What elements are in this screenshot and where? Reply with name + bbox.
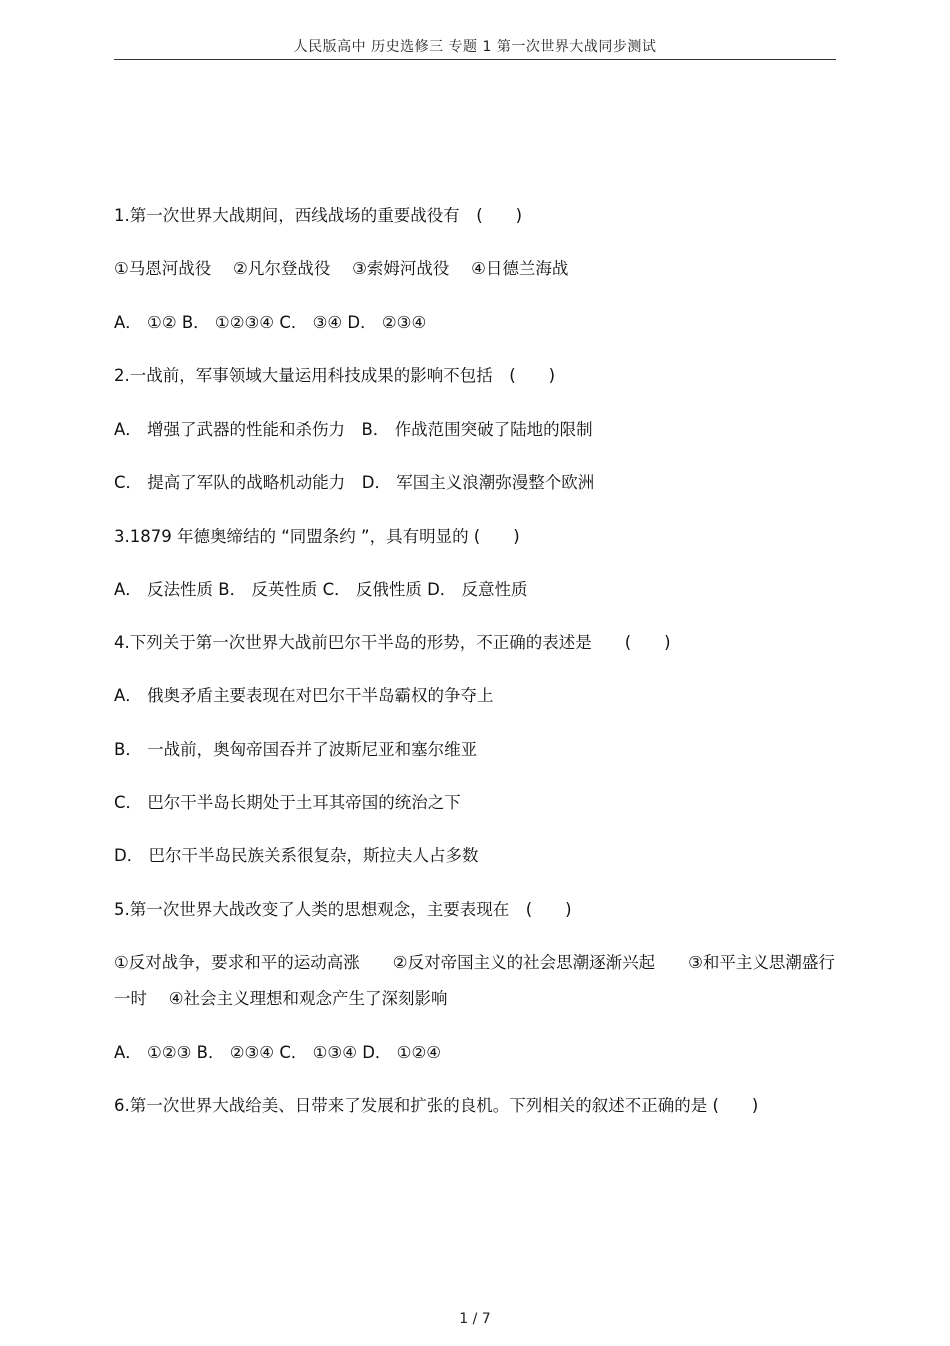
question-2-stem: 2.一战前，军事领域大量运用科技成果的影响不包括 ( ) [114, 366, 556, 385]
page-header-title: 人民版高中 历史选修三 专题 1 第一次世界大战同步测试 [293, 39, 657, 55]
question-4-option-c: C． 巴尔干半岛长期处于土耳其帝国的统治之下 [114, 793, 461, 812]
question-1-options: A． ①② B． ①②③④ C． ③④ D． ②③④ [114, 313, 427, 332]
question-4-stem: 4.下列关于第一次世界大战前巴尔干半岛的形势，不正确的表述是 ( ) [114, 633, 671, 652]
question-6-stem: 6.第一次世界大战给美、日带来了发展和扩张的良机。下列相关的叙述不正确的是 ( ) [114, 1096, 759, 1115]
question-2-options-cd: C． 提高了军队的战略机动能力 D． 军国主义浪潮弥漫整个欧洲 [114, 473, 595, 492]
page-number: 1 / 7 [459, 1311, 491, 1327]
question-3-options: A． 反法性质 B． 反英性质 C． 反俄性质 D． 反意性质 [114, 580, 528, 599]
header-divider [114, 59, 836, 60]
question-2-options-ab: A． 增强了武器的性能和杀伤力 B． 作战范围突破了陆地的限制 [114, 420, 593, 439]
question-1-statements: ①马恩河战役 ②凡尔登战役 ③索姆河战役 ④日德兰海战 [114, 259, 569, 278]
question-4-option-a: A． 俄奥矛盾主要表现在对巴尔干半岛霸权的争夺上 [114, 686, 494, 705]
question-3-stem: 3.1879 年德奥缔结的 “同盟条约 ”，具有明显的 ( ) [114, 527, 520, 546]
question-4-option-d: D． 巴尔干半岛民族关系很复杂，斯拉夫人占多数 [114, 846, 479, 865]
question-1-stem: 1.第一次世界大战期间，西线战场的重要战役有 ( ) [114, 206, 523, 225]
question-4-option-b: B． 一战前，奥匈帝国吞并了波斯尼亚和塞尔维亚 [114, 740, 478, 759]
question-5-statements: ①反对战争，要求和平的运动高涨 ②反对帝国主义的社会思潮逐渐兴起 ③和平主义思潮盛行一时 ④社会主义理想和观念产生了深刻影响 [114, 953, 835, 1008]
question-5-options: A． ①②③ B． ②③④ C． ①③④ D． ①②④ [114, 1043, 442, 1062]
question-5-stem: 5.第一次世界大战改变了人类的思想观念，主要表现在 ( ) [114, 900, 572, 919]
